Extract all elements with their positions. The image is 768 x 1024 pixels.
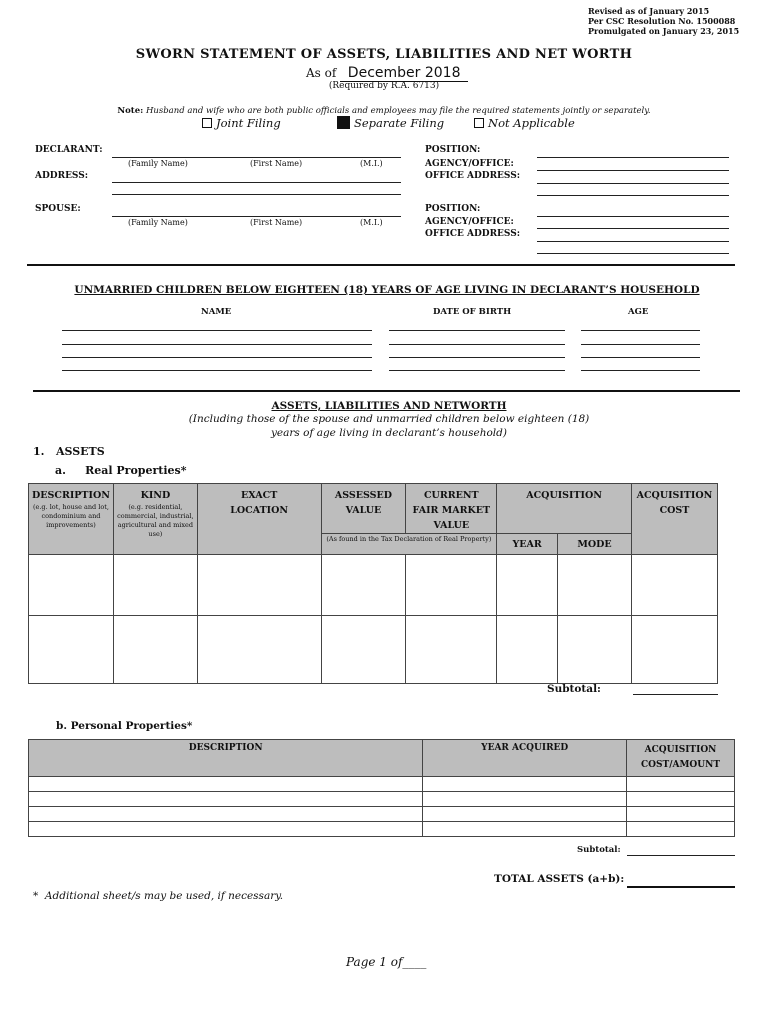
revision-line: Per CSC Resolution No. 1500088 <box>588 16 736 26</box>
spouse-office-address-label: OFFICE ADDRESS: <box>425 229 521 239</box>
address-label: ADDRESS: <box>35 171 89 181</box>
real-cell[interactable] <box>558 616 632 684</box>
personal-properties-heading: b. Personal Properties* <box>56 720 193 732</box>
not-applicable-option[interactable] <box>474 116 575 130</box>
real-cell[interactable] <box>29 555 114 616</box>
tax-declaration-note: (As found in the Tax Declaration of Real Property) <box>321 534 497 555</box>
section-divider <box>33 390 740 392</box>
personal-properties-table <box>28 739 735 837</box>
footnote: * Additional sheet/s may be used, if necessary. <box>33 890 284 902</box>
agency-field[interactable] <box>537 170 729 171</box>
real-location-label-2: LOCATION <box>230 505 289 516</box>
child-name-field[interactable] <box>62 330 372 331</box>
real-description-label: DESCRIPTION <box>32 490 110 501</box>
child-dob-field[interactable] <box>389 344 565 345</box>
child-age-field[interactable] <box>581 330 700 331</box>
personal-subtotal-field[interactable] <box>627 855 735 856</box>
personal-cell[interactable] <box>627 807 735 822</box>
declarant-label: DECLARANT: <box>35 145 103 155</box>
real-kind-header <box>113 484 197 555</box>
personal-cell[interactable] <box>627 822 735 837</box>
real-subtotal-label: Subtotal: <box>547 683 601 695</box>
page-number <box>346 955 426 969</box>
real-description-hint: (e.g. lot, house and lot, condominium and improvements) <box>32 503 109 529</box>
real-properties-heading: a. Real Properties* <box>55 464 187 477</box>
personal-description-header: DESCRIPTION <box>29 740 423 777</box>
real-cell[interactable] <box>406 555 497 616</box>
real-mode-header: MODE <box>558 534 632 555</box>
as-of-value[interactable]: December 2018 <box>340 65 468 82</box>
personal-cell[interactable] <box>423 807 627 822</box>
child-dob-field[interactable] <box>389 357 565 358</box>
table-row <box>29 807 735 822</box>
personal-cell[interactable] <box>423 822 627 837</box>
separate-filing-option[interactable] <box>337 116 444 130</box>
personal-cell[interactable] <box>29 777 423 792</box>
real-cost-header <box>631 484 717 555</box>
spouse-name-field[interactable] <box>112 216 401 217</box>
not-applicable-checkbox[interactable] <box>474 118 484 128</box>
real-cell[interactable] <box>558 555 632 616</box>
real-cell[interactable] <box>197 616 321 684</box>
real-cell[interactable] <box>113 555 197 616</box>
real-cell[interactable] <box>406 616 497 684</box>
personal-cell[interactable] <box>423 792 627 807</box>
page-total-blank[interactable]: ____ <box>402 955 427 969</box>
children-age-header: AGE <box>628 307 649 317</box>
revision-line: Promulgated on January 23, 2015 <box>588 26 740 36</box>
real-cell[interactable] <box>497 616 558 684</box>
real-kind-hint: (e.g. residential, commercial, industrial, agricultural and mixed use) <box>117 503 194 538</box>
aln-title: ASSETS, LIABILITIES AND NETWORTH <box>271 400 507 412</box>
real-cell[interactable] <box>197 555 321 616</box>
child-name-field[interactable] <box>62 370 372 371</box>
page-number-label: Page 1 of <box>346 955 403 969</box>
personal-cell[interactable] <box>29 807 423 822</box>
child-dob-field[interactable] <box>389 370 565 371</box>
real-cell[interactable] <box>321 555 406 616</box>
real-cell[interactable] <box>497 555 558 616</box>
real-year-header: YEAR <box>497 534 558 555</box>
personal-cost-header <box>627 740 735 777</box>
spouse-position-field[interactable] <box>537 216 729 217</box>
child-age-field[interactable] <box>581 344 700 345</box>
spouse-position-label: POSITION: <box>425 204 481 214</box>
real-subtotal-field[interactable] <box>633 694 718 695</box>
address-field-line2[interactable] <box>112 194 401 195</box>
separate-filing-checkbox[interactable] <box>337 116 350 129</box>
spouse-office-address-field-line2[interactable] <box>537 253 729 254</box>
child-name-field[interactable] <box>62 344 372 345</box>
personal-cell[interactable] <box>29 792 423 807</box>
declarant-family-name-caption: (Family Name) <box>128 159 188 168</box>
real-acquisition-header: ACQUISITION <box>497 484 632 534</box>
personal-cost-label-2: COST/AMOUNT <box>641 760 721 770</box>
note-label: Note: <box>117 106 144 116</box>
child-name-field[interactable] <box>62 357 372 358</box>
real-cell[interactable] <box>631 555 717 616</box>
aln-subtitle-2: years of age living in declarant’s household) <box>271 427 507 439</box>
personal-subtotal-label: Subtotal: <box>577 845 621 855</box>
table-row <box>29 822 735 837</box>
declarant-mi-caption: (M.I.) <box>360 159 383 168</box>
page-title: SWORN STATEMENT OF ASSETS, LIABILITIES AND NET WORTH <box>135 47 633 62</box>
agency-label: AGENCY/OFFICE: <box>425 159 514 169</box>
real-description-header <box>29 484 114 555</box>
real-cost-label-2: COST <box>659 505 690 516</box>
real-properties-table <box>28 483 718 684</box>
child-age-field[interactable] <box>581 370 700 371</box>
child-age-field[interactable] <box>581 357 700 358</box>
joint-filing-checkbox[interactable] <box>202 118 212 128</box>
children-name-header: NAME <box>201 307 232 317</box>
real-cell[interactable] <box>321 616 406 684</box>
position-label: POSITION: <box>425 145 481 155</box>
real-cell[interactable] <box>29 616 114 684</box>
spouse-first-name-caption: (First Name) <box>250 218 303 227</box>
office-address-label: OFFICE ADDRESS: <box>425 171 521 181</box>
real-fmv-label-2: FAIR MARKET <box>412 505 491 516</box>
real-cell[interactable] <box>631 616 717 684</box>
office-address-field[interactable] <box>537 183 729 184</box>
office-address-field-line2[interactable] <box>537 195 729 196</box>
position-field[interactable] <box>537 157 729 158</box>
real-cell[interactable] <box>113 616 197 684</box>
aln-subtitle-1: (Including those of the spouse and unmarried children below eighteen (18) <box>188 413 590 425</box>
personal-cell[interactable] <box>627 777 735 792</box>
required-by: (Required by R.A. 6713) <box>328 81 440 91</box>
table-row <box>29 792 735 807</box>
spouse-agency-label: AGENCY/OFFICE: <box>425 217 514 227</box>
declarant-first-name-caption: (First Name) <box>250 159 303 168</box>
address-field[interactable] <box>112 182 401 183</box>
spouse-agency-field[interactable] <box>537 228 729 229</box>
spouse-office-address-field[interactable] <box>537 241 729 242</box>
real-cost-label: ACQUISITION <box>636 490 713 501</box>
declarant-name-field[interactable] <box>112 157 401 158</box>
personal-year-header: YEAR ACQUIRED <box>423 740 627 777</box>
personal-cell[interactable] <box>627 792 735 807</box>
revision-block <box>588 6 739 36</box>
spouse-family-name-caption: (Family Name) <box>128 218 188 227</box>
real-location-label: EXACT <box>241 490 278 501</box>
as-of-label: As of <box>306 66 337 80</box>
total-assets-field[interactable] <box>627 886 735 888</box>
revision-line: Revised as of January 2015 <box>588 6 710 16</box>
real-location-header <box>197 484 321 555</box>
section-divider <box>27 264 735 266</box>
real-assessed-header <box>321 484 406 534</box>
personal-cell[interactable] <box>29 822 423 837</box>
personal-cost-label: ACQUISITION <box>644 745 717 755</box>
table-row <box>29 777 735 792</box>
real-kind-label: KIND <box>140 490 171 501</box>
real-fmv-label: CURRENT <box>423 490 479 501</box>
joint-filing-option[interactable] <box>202 116 281 130</box>
child-dob-field[interactable] <box>389 330 565 331</box>
real-fmv-label-3: VALUE <box>433 520 470 531</box>
total-assets-label: TOTAL ASSETS (a+b): <box>494 873 625 885</box>
not-applicable-label: Not Applicable <box>488 116 575 130</box>
table-row <box>29 616 718 684</box>
separate-filing-label: Separate Filing <box>354 116 445 130</box>
spouse-label: SPOUSE: <box>35 204 81 214</box>
note-text: Husband and wife who are both public officials and employees may file the required statements jointly or separately. <box>145 106 651 116</box>
personal-cell[interactable] <box>423 777 627 792</box>
as-of-row <box>306 65 468 82</box>
children-title: UNMARRIED CHILDREN BELOW EIGHTEEN (18) YEARS OF AGE LIVING IN DECLARANT’S HOUSEHOLD <box>74 284 700 296</box>
real-assessed-label: ASSESSED <box>334 490 392 501</box>
table-row <box>29 555 718 616</box>
real-fmv-header <box>406 484 497 534</box>
joint-filing-label: Joint Filing <box>216 116 281 130</box>
assets-heading: 1. ASSETS <box>33 445 105 458</box>
note <box>0 106 768 116</box>
real-assessed-label-2: VALUE <box>345 505 382 516</box>
spouse-mi-caption: (M.I.) <box>360 218 383 227</box>
children-dob-header: DATE OF BIRTH <box>433 307 512 317</box>
